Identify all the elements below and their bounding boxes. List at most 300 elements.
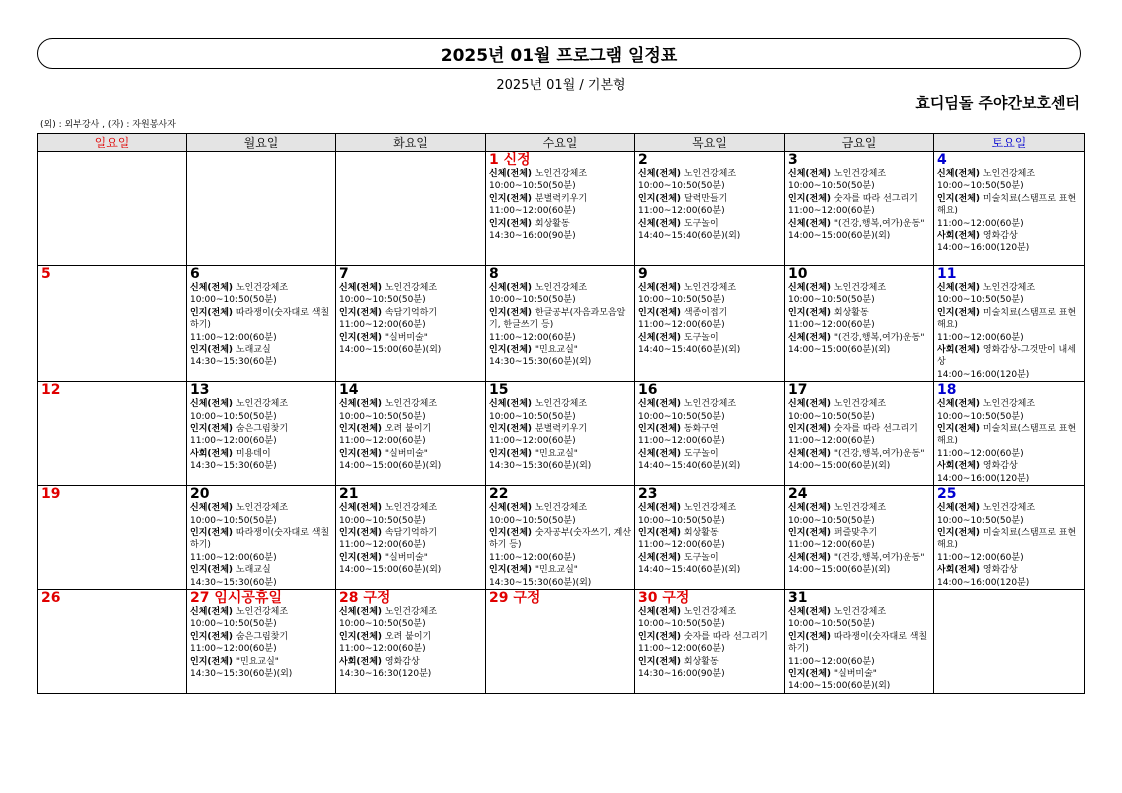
program-name: 노인건강체조 bbox=[681, 606, 737, 617]
program-time: 14:00~15:00(60분)(외) bbox=[788, 345, 891, 356]
program-category: 신체(전체) bbox=[638, 448, 682, 459]
weekday-header-monday: 월요일 bbox=[187, 134, 336, 152]
program-category: 인지(전체) bbox=[638, 424, 682, 435]
program-item bbox=[489, 282, 632, 294]
program-name: 숨은그림찾기 bbox=[233, 631, 289, 642]
program-category: 신체(전체) bbox=[788, 606, 832, 617]
program-item bbox=[937, 460, 1082, 472]
program-name: 노인건강체조 bbox=[681, 399, 737, 410]
program-time: 11:00~12:00(60분) bbox=[489, 436, 576, 447]
program-item bbox=[190, 564, 333, 576]
program-time: 14:30~15:30(60분) bbox=[190, 357, 277, 368]
week-row bbox=[38, 266, 1085, 382]
program-item bbox=[937, 527, 1082, 552]
program-name: "(건강,행복,여가)운동" bbox=[831, 332, 925, 343]
program-name: 노인건강체조 bbox=[980, 283, 1036, 293]
day-cell bbox=[187, 589, 336, 693]
program-category: 신체(전체) bbox=[937, 399, 981, 410]
program-name: 노인건강체조 bbox=[382, 606, 438, 617]
program-category: 신체(전체) bbox=[788, 218, 832, 229]
program-item bbox=[937, 344, 1082, 369]
program-category: 신체(전체) bbox=[788, 399, 832, 410]
day-cell bbox=[486, 486, 635, 590]
program-time: 14:00~16:00(120분) bbox=[937, 473, 1030, 484]
program-item bbox=[489, 168, 632, 180]
program-name: 숫자공부(숫자쓰기, 계산하기 등) bbox=[489, 527, 632, 551]
program-category: 인지(전체) bbox=[339, 631, 383, 642]
day-number: 28 구정 bbox=[339, 589, 391, 606]
program-category: 신체(전체) bbox=[190, 283, 234, 293]
program-category: 신체(전체) bbox=[788, 552, 832, 563]
program-item bbox=[489, 502, 632, 514]
program-category: 인지(전체) bbox=[788, 631, 832, 642]
day-number: 30 구정 bbox=[638, 589, 690, 606]
day-cell bbox=[635, 152, 785, 266]
program-category: 신체(전체) bbox=[788, 283, 832, 293]
program-category: 사회(전체) bbox=[937, 345, 981, 356]
program-name: 영화감상 bbox=[980, 231, 1018, 242]
program-name: 노인건강체조 bbox=[681, 283, 737, 293]
program-time: 11:00~12:00(60분) bbox=[638, 436, 725, 447]
program-category: 신체(전체) bbox=[638, 399, 682, 410]
day-cell bbox=[934, 382, 1085, 486]
program-item bbox=[190, 448, 333, 460]
program-name: 달력만들기 bbox=[681, 193, 728, 204]
program-category: 인지(전체) bbox=[339, 552, 383, 563]
program-name: 오려 붙이기 bbox=[382, 424, 432, 435]
program-name: 미술치료(스탬프로 표현해요) bbox=[937, 307, 1077, 331]
program-time: 11:00~12:00(60분) bbox=[638, 320, 725, 331]
day-cell bbox=[336, 486, 486, 590]
program-category: 신체(전체) bbox=[489, 283, 533, 293]
program-time: 10:00~10:50(50분) bbox=[489, 515, 576, 526]
program-time: 10:00~10:50(50분) bbox=[190, 515, 277, 526]
program-time: 11:00~12:00(60분) bbox=[190, 332, 277, 343]
day-number: 12 bbox=[41, 382, 61, 399]
program-category: 신체(전체) bbox=[339, 606, 383, 617]
program-time: 10:00~10:50(50분) bbox=[190, 619, 277, 630]
program-category: 인지(전체) bbox=[339, 332, 383, 343]
program-name: 도구놀이 bbox=[681, 332, 719, 343]
program-time: 11:00~12:00(60분) bbox=[638, 644, 725, 655]
program-item bbox=[489, 398, 632, 410]
day-number: 19 bbox=[41, 486, 61, 503]
program-name: 도구놀이 bbox=[681, 448, 719, 459]
weekday-header-tuesday: 화요일 bbox=[336, 134, 486, 152]
day-cell bbox=[336, 382, 486, 486]
program-item bbox=[638, 218, 782, 230]
day-cell bbox=[336, 266, 486, 382]
program-category: 인지(전체) bbox=[489, 307, 533, 318]
program-name: 노인건강체조 bbox=[532, 399, 588, 410]
program-item bbox=[788, 448, 931, 460]
program-category: 인지(전체) bbox=[489, 218, 533, 229]
program-name: 영화감상 bbox=[980, 565, 1018, 576]
day-number: 20 bbox=[190, 486, 210, 503]
day-cell bbox=[635, 266, 785, 382]
day-number: 21 bbox=[339, 486, 359, 503]
program-category: 인지(전체) bbox=[190, 345, 234, 356]
program-category: 인지(전체) bbox=[788, 307, 832, 318]
program-category: 인지(전체) bbox=[190, 631, 234, 642]
program-item bbox=[190, 502, 333, 514]
program-item bbox=[937, 307, 1082, 332]
program-name: "민요교실" bbox=[532, 565, 578, 576]
program-item bbox=[788, 218, 931, 230]
day-number: 7 bbox=[339, 266, 349, 282]
program-time: 11:00~12:00(60분) bbox=[788, 320, 875, 331]
program-time: 10:00~10:50(50분) bbox=[339, 619, 426, 630]
program-category: 인지(전체) bbox=[339, 424, 383, 435]
program-time: 14:30~15:30(60분)(외) bbox=[489, 461, 592, 472]
day-number: 4 bbox=[937, 152, 947, 168]
program-time: 11:00~12:00(60분) bbox=[339, 436, 426, 447]
day-cell bbox=[934, 152, 1085, 266]
day-cell bbox=[38, 266, 187, 382]
day-cell bbox=[785, 486, 934, 590]
program-name: 도구놀이 bbox=[681, 552, 719, 563]
program-name: 분별력키우기 bbox=[532, 193, 588, 204]
program-time: 10:00~10:50(50분) bbox=[339, 411, 426, 422]
program-time: 14:30~15:30(60분) bbox=[190, 461, 277, 472]
program-category: 사회(전체) bbox=[190, 448, 234, 459]
program-category: 인지(전체) bbox=[489, 193, 533, 204]
day-cell bbox=[486, 382, 635, 486]
program-name: 노인건강체조 bbox=[980, 503, 1036, 514]
program-name: 노인건강체조 bbox=[831, 283, 887, 293]
program-category: 신체(전체) bbox=[489, 169, 533, 179]
program-time: 14:00~15:00(60분)(외) bbox=[339, 461, 442, 472]
program-category: 인지(전체) bbox=[788, 668, 832, 679]
program-time: 14:40~15:40(60분)(외) bbox=[638, 461, 741, 472]
program-time: 14:30~16:30(120분) bbox=[339, 668, 432, 679]
program-time: 10:00~10:50(50분) bbox=[339, 515, 426, 526]
day-cell bbox=[336, 589, 486, 693]
program-item bbox=[788, 502, 931, 514]
program-time: 14:40~15:40(60분)(외) bbox=[638, 565, 741, 576]
program-time: 10:00~10:50(50분) bbox=[638, 619, 725, 630]
program-category: 인지(전체) bbox=[339, 527, 383, 538]
program-category: 신체(전체) bbox=[339, 399, 383, 410]
day-cell bbox=[785, 266, 934, 382]
day-number: 2 bbox=[638, 152, 648, 168]
program-name: 동화구연 bbox=[681, 424, 719, 435]
program-name: 노인건강체조 bbox=[831, 606, 887, 617]
program-category: 신체(전체) bbox=[638, 606, 682, 617]
program-category: 인지(전체) bbox=[638, 307, 682, 318]
program-name: 도구놀이 bbox=[681, 218, 719, 229]
program-category: 인지(전체) bbox=[489, 565, 533, 576]
program-item bbox=[190, 656, 333, 668]
program-name: "민요교실" bbox=[532, 448, 578, 459]
program-category: 신체(전체) bbox=[489, 503, 533, 514]
program-item bbox=[190, 344, 333, 356]
program-item bbox=[638, 448, 782, 460]
program-category: 사회(전체) bbox=[937, 461, 981, 472]
program-time: 14:30~15:30(60분)(외) bbox=[489, 357, 592, 368]
program-item bbox=[788, 606, 931, 618]
program-category: 인지(전체) bbox=[638, 656, 682, 667]
program-time: 11:00~12:00(60분) bbox=[339, 320, 426, 331]
program-time: 11:00~12:00(60분) bbox=[788, 206, 875, 217]
program-category: 사회(전체) bbox=[339, 656, 383, 667]
program-category: 인지(전체) bbox=[638, 631, 682, 642]
program-time: 11:00~12:00(60분) bbox=[788, 540, 875, 551]
day-cell bbox=[38, 152, 187, 266]
day-number: 15 bbox=[489, 382, 509, 399]
program-name: 노인건강체조 bbox=[382, 399, 438, 410]
program-item bbox=[788, 527, 931, 539]
program-item bbox=[190, 307, 333, 332]
program-category: 인지(전체) bbox=[190, 565, 234, 576]
day-cell bbox=[187, 382, 336, 486]
day-number: 27 임시공휴일 bbox=[190, 589, 282, 606]
day-number: 8 bbox=[489, 266, 499, 282]
program-time: 10:00~10:50(50분) bbox=[788, 295, 875, 306]
program-item bbox=[339, 332, 483, 344]
program-item bbox=[937, 502, 1082, 514]
day-cell bbox=[486, 266, 635, 382]
program-item bbox=[489, 344, 632, 356]
program-time: 10:00~10:50(50분) bbox=[788, 515, 875, 526]
program-item bbox=[788, 423, 931, 435]
program-name: "실버미술" bbox=[382, 332, 428, 343]
day-cell bbox=[187, 152, 336, 266]
weekday-header-wednesday: 수요일 bbox=[486, 134, 635, 152]
program-time: 10:00~10:50(50분) bbox=[638, 515, 725, 526]
program-item bbox=[937, 193, 1082, 218]
program-name: 노인건강체조 bbox=[532, 169, 588, 179]
program-time: 14:00~15:00(60분)(외) bbox=[788, 231, 891, 242]
program-time: 10:00~10:50(50분) bbox=[788, 411, 875, 422]
program-name: 노인건강체조 bbox=[681, 169, 737, 179]
program-item bbox=[339, 448, 483, 460]
day-cell bbox=[635, 486, 785, 590]
program-name: 숨은그림찾기 bbox=[233, 424, 289, 435]
program-item bbox=[638, 282, 782, 294]
program-category: 신체(전체) bbox=[788, 332, 832, 343]
program-name: "실버미술" bbox=[831, 668, 877, 679]
program-item bbox=[190, 423, 333, 435]
day-cell bbox=[38, 589, 187, 693]
program-name: 노인건강체조 bbox=[831, 399, 887, 410]
program-item bbox=[937, 423, 1082, 448]
program-time: 11:00~12:00(60분) bbox=[190, 644, 277, 655]
program-name: 영화감상-그것만이 내세상 bbox=[937, 345, 1076, 368]
program-name: 숫자를 따라 선그리기 bbox=[831, 424, 918, 435]
program-time: 10:00~10:50(50분) bbox=[937, 515, 1024, 526]
program-item bbox=[638, 398, 782, 410]
program-time: 11:00~12:00(60분) bbox=[937, 448, 1024, 459]
program-name: 따라쟁이(숫자대로 색칠하기) bbox=[190, 307, 330, 331]
program-item bbox=[788, 193, 931, 205]
program-name: 회상활동 bbox=[681, 527, 719, 538]
day-number: 18 bbox=[937, 382, 957, 399]
program-item bbox=[489, 307, 632, 332]
program-name: 노래교실 bbox=[233, 565, 271, 576]
program-category: 인지(전체) bbox=[937, 424, 981, 435]
program-item bbox=[489, 448, 632, 460]
program-name: 미술치료(스탬프로 표현해요) bbox=[937, 527, 1077, 551]
program-name: 회상활동 bbox=[831, 307, 869, 318]
program-name: "(건강,행복,여가)운동" bbox=[831, 552, 925, 563]
program-item bbox=[489, 564, 632, 576]
day-cell bbox=[38, 486, 187, 590]
program-item bbox=[788, 552, 931, 564]
program-name: 속담기억하기 bbox=[382, 527, 438, 538]
program-name: "(건강,행복,여가)운동" bbox=[831, 218, 925, 229]
weekday-header-sunday: 일요일 bbox=[38, 134, 187, 152]
program-time: 14:30~16:00(90분) bbox=[638, 668, 725, 679]
program-time: 10:00~10:50(50분) bbox=[638, 411, 725, 422]
program-item bbox=[339, 398, 483, 410]
program-category: 인지(전체) bbox=[638, 193, 682, 204]
program-time: 11:00~12:00(60분) bbox=[638, 540, 725, 551]
day-cell bbox=[635, 382, 785, 486]
program-category: 신체(전체) bbox=[190, 399, 234, 410]
program-name: 노인건강체조 bbox=[831, 503, 887, 514]
program-time: 10:00~10:50(50분) bbox=[339, 295, 426, 306]
program-time: 14:30~15:30(60분)(외) bbox=[190, 668, 293, 679]
program-category: 인지(전체) bbox=[489, 424, 533, 435]
program-name: 미술치료(스탬프로 표현해요) bbox=[937, 424, 1077, 447]
program-time: 11:00~12:00(60분) bbox=[339, 644, 426, 655]
program-item bbox=[937, 564, 1082, 576]
day-cell bbox=[486, 152, 635, 266]
program-name: 노인건강체조 bbox=[532, 283, 588, 293]
program-category: 인지(전체) bbox=[489, 448, 533, 459]
program-time: 11:00~12:00(60분) bbox=[638, 206, 725, 217]
program-category: 신체(전체) bbox=[638, 332, 682, 343]
program-time: 11:00~12:00(60분) bbox=[489, 552, 576, 563]
program-time: 14:00~16:00(120분) bbox=[937, 369, 1030, 380]
program-item bbox=[638, 332, 782, 344]
day-number: 5 bbox=[41, 266, 51, 282]
program-category: 신체(전체) bbox=[190, 503, 234, 514]
program-name: 영화감상 bbox=[382, 656, 420, 667]
day-cell bbox=[934, 266, 1085, 382]
program-item bbox=[638, 168, 782, 180]
program-item bbox=[638, 606, 782, 618]
day-number: 22 bbox=[489, 486, 509, 503]
program-name: 노인건강체조 bbox=[233, 606, 289, 617]
program-category: 인지(전체) bbox=[788, 527, 832, 538]
program-category: 인지(전체) bbox=[489, 345, 533, 356]
program-category: 신체(전체) bbox=[937, 503, 981, 514]
day-number: 13 bbox=[190, 382, 210, 399]
day-cell bbox=[934, 589, 1085, 693]
day-number: 9 bbox=[638, 266, 648, 282]
program-item bbox=[638, 193, 782, 205]
program-item bbox=[339, 656, 483, 668]
day-number: 24 bbox=[788, 486, 808, 503]
program-time: 11:00~12:00(60분) bbox=[339, 540, 426, 551]
day-number: 31 bbox=[788, 589, 808, 606]
day-cell bbox=[785, 152, 934, 266]
program-time: 14:40~15:40(60분)(외) bbox=[638, 345, 741, 356]
calendar-table bbox=[37, 133, 1085, 694]
week-row bbox=[38, 589, 1085, 693]
program-item bbox=[937, 282, 1082, 294]
program-time: 14:00~15:00(60분)(외) bbox=[339, 565, 442, 576]
program-category: 인지(전체) bbox=[190, 527, 234, 538]
program-name: 노래교실 bbox=[233, 345, 271, 356]
program-name: 노인건강체조 bbox=[831, 169, 887, 179]
day-number: 6 bbox=[190, 266, 200, 282]
day-cell bbox=[785, 382, 934, 486]
weekday-header-friday: 금요일 bbox=[785, 134, 934, 152]
program-item bbox=[489, 527, 632, 552]
day-number: 25 bbox=[937, 486, 957, 503]
day-cell bbox=[187, 266, 336, 382]
program-item bbox=[339, 307, 483, 319]
program-item bbox=[489, 193, 632, 205]
program-name: 숫자를 따라 선그리기 bbox=[681, 631, 768, 642]
program-item bbox=[937, 230, 1082, 242]
day-cell bbox=[785, 589, 934, 693]
program-item bbox=[339, 631, 483, 643]
program-time: 14:40~15:40(60분)(외) bbox=[638, 231, 741, 242]
program-item bbox=[489, 423, 632, 435]
day-number: 17 bbox=[788, 382, 808, 399]
program-category: 인지(전체) bbox=[190, 424, 234, 435]
weekday-header-thursday: 목요일 bbox=[635, 134, 785, 152]
program-item bbox=[638, 631, 782, 643]
program-name: 노인건강체조 bbox=[681, 503, 737, 514]
program-item bbox=[190, 527, 333, 552]
program-item bbox=[190, 606, 333, 618]
program-item bbox=[190, 282, 333, 294]
program-name: 숫자를 따라 선그리기 bbox=[831, 193, 918, 204]
program-time: 11:00~12:00(60분) bbox=[489, 206, 576, 217]
program-time: 10:00~10:50(50분) bbox=[489, 295, 576, 306]
program-time: 14:00~16:00(120분) bbox=[937, 577, 1030, 588]
program-item bbox=[788, 168, 931, 180]
day-cell bbox=[635, 589, 785, 693]
program-time: 14:00~16:00(120분) bbox=[937, 243, 1030, 254]
program-category: 사회(전체) bbox=[937, 565, 981, 576]
program-name: 색종이접기 bbox=[681, 307, 728, 318]
program-category: 신체(전체) bbox=[638, 283, 682, 293]
program-category: 신체(전체) bbox=[788, 169, 832, 179]
program-time: 11:00~12:00(60분) bbox=[937, 218, 1024, 229]
program-item bbox=[638, 502, 782, 514]
program-item bbox=[638, 307, 782, 319]
program-name: "실버미술" bbox=[382, 448, 428, 459]
day-number: 14 bbox=[339, 382, 359, 399]
program-name: 노인건강체조 bbox=[980, 399, 1036, 410]
program-time: 11:00~12:00(60분) bbox=[788, 656, 875, 667]
day-cell bbox=[486, 589, 635, 693]
day-number: 3 bbox=[788, 152, 798, 168]
day-number: 16 bbox=[638, 382, 658, 399]
program-name: 노인건강체조 bbox=[233, 283, 289, 293]
day-cell bbox=[934, 486, 1085, 590]
program-item bbox=[190, 398, 333, 410]
program-time: 14:00~15:00(60분)(외) bbox=[788, 565, 891, 576]
program-item bbox=[339, 552, 483, 564]
program-name: "민요교실" bbox=[532, 345, 578, 356]
program-category: 인지(전체) bbox=[190, 307, 234, 318]
program-time: 11:00~12:00(60분) bbox=[190, 552, 277, 563]
program-category: 신체(전체) bbox=[788, 448, 832, 459]
day-number: 26 bbox=[41, 589, 61, 606]
program-category: 인지(전체) bbox=[339, 307, 383, 318]
program-item bbox=[190, 631, 333, 643]
program-time: 14:30~16:00(90분) bbox=[489, 231, 576, 242]
day-number: 11 bbox=[937, 266, 957, 282]
program-category: 인지(전체) bbox=[937, 307, 981, 318]
